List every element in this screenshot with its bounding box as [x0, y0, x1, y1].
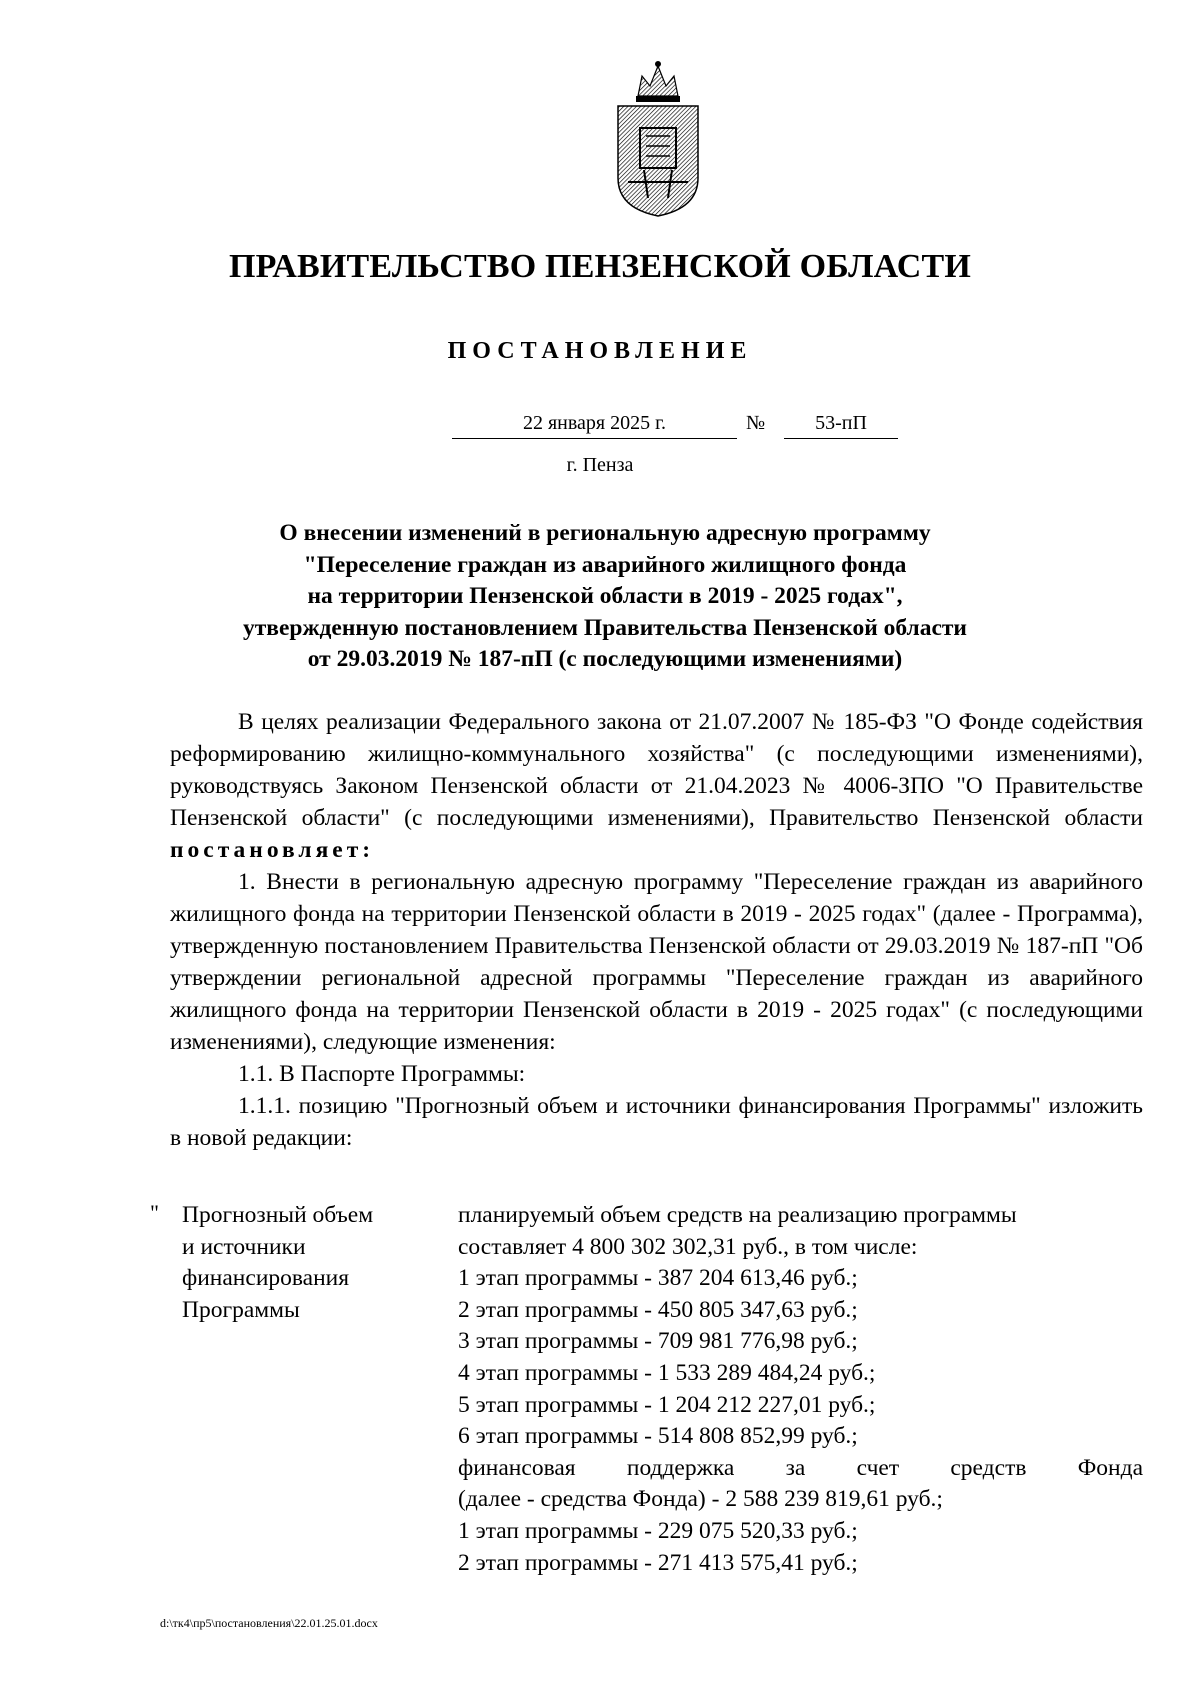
date-number-row [452, 408, 902, 442]
right-cell-line: 6 этап программы - 514 808 852,99 руб.; [458, 1423, 858, 1450]
right-cell-line: 2 этап программы - 271 413 575,41 руб.; [458, 1549, 858, 1576]
table-left-cell [182, 1200, 432, 1326]
coat-of-arms-emblem [608, 58, 708, 218]
right-cell-line: 5 этап программы - 1 204 212 227,01 руб.; [458, 1391, 876, 1418]
right-cell-line: 3 этап программы - 709 981 776,98 руб.; [458, 1328, 858, 1355]
subject-line: утвержденную постановлением Правительства Пензенской области [243, 614, 967, 641]
date-underline [452, 438, 737, 439]
table-right-cell [458, 1200, 1143, 1579]
right-cell-line: 1 этап программы - 229 075 520,33 руб.; [458, 1517, 858, 1544]
left-cell-line: Программы [182, 1296, 300, 1323]
city: г. Пенза [566, 454, 634, 476]
left-cell-line: финансирования [182, 1265, 350, 1292]
right-cell-line: 1 этап программы - 387 204 613,46 руб.; [458, 1265, 858, 1292]
right-cell-line: 2 этап программы - 450 805 347,63 руб.; [458, 1296, 858, 1323]
document-subject [170, 518, 1040, 676]
right-cell-line: финансовая поддержка за счет средств Фонда [458, 1454, 1143, 1481]
subject-line: О внесении изменений в региональную адресную программу [279, 520, 931, 546]
number-sign: № [746, 412, 766, 434]
document-number: 53-пП [815, 412, 867, 434]
subject-line: от 29.03.2019 № 187-пП (с последующими изменениями) [307, 646, 903, 672]
document-type: ПОСТАНОВЛЕНИЕ [447, 338, 753, 364]
number-underline [784, 438, 898, 439]
item-1-1-1-paragraph: 1.1.1. позицию "Прогнозный объем и источники финансирования Программы" изложить в новой редакции: [170, 1093, 1143, 1151]
right-cell-line: (далее - средства Фонда) - 2 588 239 819,61 руб.; [458, 1486, 943, 1513]
left-cell-line: Прогнозный объем [182, 1202, 374, 1228]
subject-line: "Переселение граждан из аварийного жилищного фонда [303, 551, 907, 578]
document-date: 22 января 2025 г. [522, 412, 667, 434]
left-cell-line: и источники [182, 1233, 306, 1260]
opening-quote: " [150, 1200, 159, 1225]
right-cell-line: 4 этап программы - 1 533 289 484,24 руб.; [458, 1359, 876, 1386]
item-1-1-paragraph: 1.1. В Паспорте Программы: [238, 1061, 526, 1087]
preamble-text: В целях реализации Федерального закона от 21.07.2007 № 185-ФЗ "О Фонде содействия реформированию жилищно-коммунального хозяйства" (с последующими изменениями), руководствуясь Законом Пензенской области от 21.04.2023 № 4006-ЗПО "О Правительстве Пензенской области" (с последующими изменениями), Правительство Пензенской области [170, 709, 1143, 831]
item-1-paragraph: 1. Внести в региональную адресную программу "Переселение граждан из аварийного жилищного фонда на территории Пензенской области в 2019 - 2025 годах" (далее - Программа), утвержденную постановлением Правительства Пензенской области от 29.03.2019 № 187-пП "Об утверждении региональной адресной программы "Переселение граждан из аварийного жилищного фонда на территории Пензенской области в 2019 - 2025 годах" (с последующими изменениями), следующие изменения: [170, 869, 1143, 1055]
right-cell-line: составляет 4 800 302 302,31 руб., в том числе: [458, 1233, 918, 1260]
preamble-paragraph [170, 706, 1143, 866]
right-cell-line: планируемый объем средств на реализацию программы [458, 1202, 1017, 1228]
footer-file-path: d:\тк4\пр5\постановления\22.01.25.01.docx [160, 1616, 378, 1630]
subject-line: на территории Пензенской области в 2019 - 2025 годах", [307, 583, 903, 609]
government-title: ПРАВИТЕЛЬСТВО ПЕНЗЕНСКОЙ ОБЛАСТИ [228, 248, 971, 285]
document-body [170, 706, 1143, 1154]
decree-word: постановляет: [170, 837, 375, 863]
